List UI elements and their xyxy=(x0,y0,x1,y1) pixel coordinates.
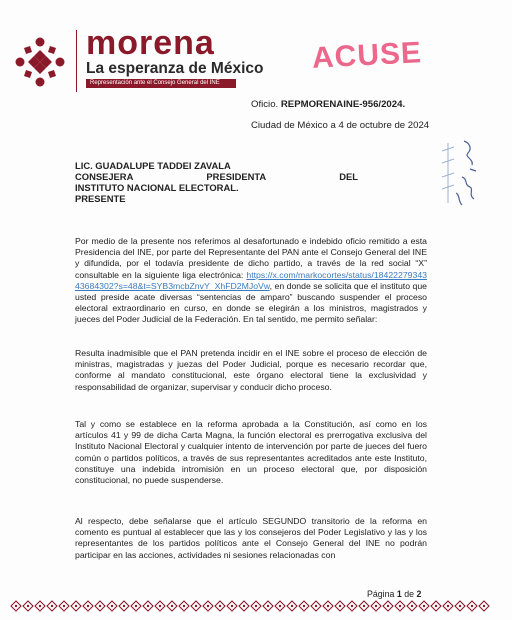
morena-logo-icon xyxy=(14,36,66,88)
paragraph-1-intro: Por medio de la presente nos referimos al desafortunado e indebido oficio remitido a esta Presidencia del INE, por parte del Representante del PAN ante el Consejo General del INE y difundida, por el todavía presidente de dicho partido, a través de la red social “X” consultable en la siguiente liga electrónica: xyxy=(75,236,427,280)
received-stamp-icon xyxy=(434,133,494,213)
page-word: Página xyxy=(367,589,395,599)
brand-tagline: La esperanza de México xyxy=(86,60,264,77)
addressee-block xyxy=(75,160,358,204)
addressee-role: CONSEJERA PRESIDENTA DEL xyxy=(75,171,358,182)
page-of: de xyxy=(404,589,415,599)
acuse-stamp: ACUSE xyxy=(311,36,423,75)
paragraph-1-rest: , en donde se solicita que el instituto que usted preside acate diversas “sentencias de amparo” buscando suspender el proceso electoral extraordinario en curso, en donde se elegirán a los ministros, magistrados y jueces del Poder Judicial de la Federación. En tal sentido, me permito señalar: xyxy=(75,280,427,325)
addressee-institution: INSTITUTO NACIONAL ELECTORAL. xyxy=(75,182,239,193)
header-divider xyxy=(76,30,77,92)
page-current: 1 xyxy=(396,589,402,599)
addressee-presente: PRESENTE xyxy=(75,193,126,204)
brand-name: morena xyxy=(86,24,215,62)
oficio-line xyxy=(251,99,405,110)
addressee-name: LIC. GUADALUPE TADDEI ZAVALA xyxy=(75,160,231,171)
page-total: 2 xyxy=(416,589,422,599)
paragraph-4: Al respecto, debe señalarse que el artículo SEGUNDO transitorio de la reforma en comento es puntual al establecer que las y los consejeros del Poder Legislativo y las y los representantes de los partidos políticos ante el Consejo General del INE no podrán participar en las acciones, actividades ni sesiones relacionadas con xyxy=(75,516,427,560)
footer-pattern-icon xyxy=(10,600,490,612)
brand-subbar: Representación ante el Consejo General del INE xyxy=(86,79,236,88)
paragraph-2: Resulta inadmisible que el PAN pretenda incidir en el INE sobre el proceso de elección de ministras, magistradas y juezas del Poder Judicial, porque es necesario recordar que, conforme al mandato constitucional, este órgano electoral tiene la exclusividad y responsabilidad de organizar, supervisar y conducir dicho proceso. xyxy=(75,348,427,392)
paragraph-3: Tal y como se establece en la reforma aprobada a la Constitución, así como en los artículos 41 y 99 de dicha Carta Magna, la función electoral es prerrogativa exclusiva del Instituto Nacional Electoral y cualquier intento de intervención por parte de jueces del fuero común o partidos políticos, a través de sus representantes acreditados ante este Instituto, constituye una indebida intromisión en un proceso electoral que, por disposición constitucional, no puede suspenderse. xyxy=(75,419,427,486)
oficio-number: REPMORENAINE-956/2024. xyxy=(280,99,406,110)
paragraph-1 xyxy=(75,236,427,326)
page-number xyxy=(367,589,421,599)
fecha-line: Ciudad de México a 4 de octubre de 2024 xyxy=(251,120,430,131)
twitter-link[interactable]: https://x.com/markocortes/status/1842227934343684302?s=48&t=SYB3mcbZnvY_XhFD2MJoVw xyxy=(75,269,427,291)
oficio-label: Oficio. xyxy=(251,99,279,110)
